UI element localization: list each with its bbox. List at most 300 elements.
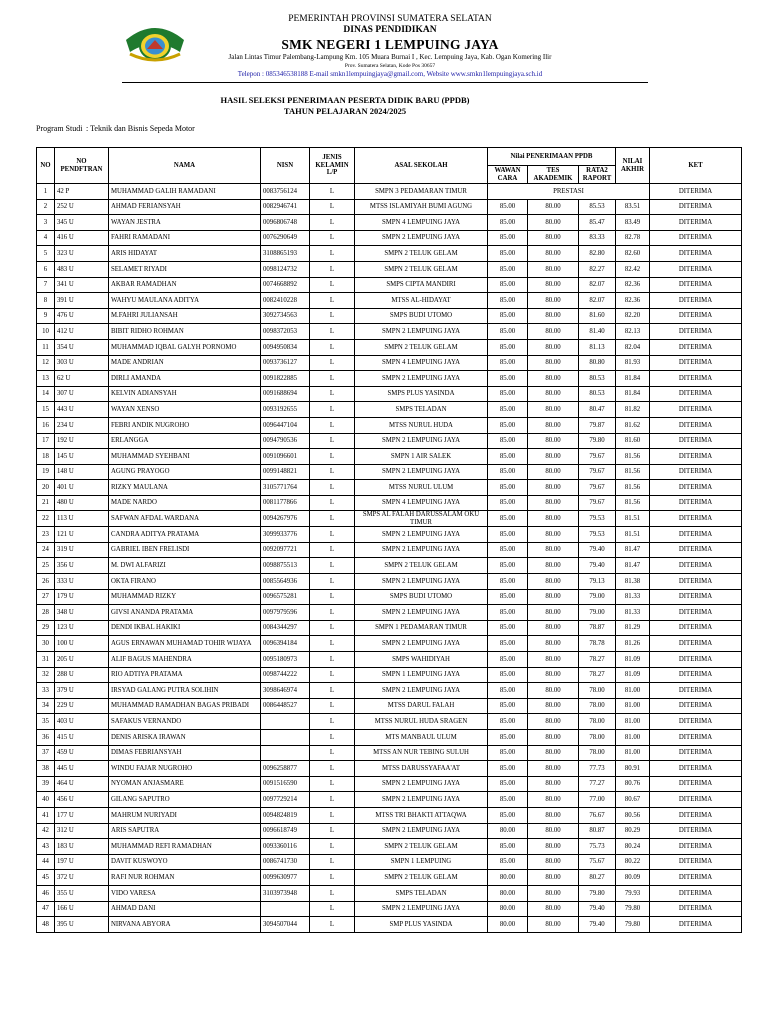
cell-origin-school: SMPS CIPTA MANDIRI: [355, 277, 488, 293]
cell-registration: 183 U: [55, 839, 109, 855]
cell-interview: 85.00: [488, 667, 528, 683]
cell-report-average: 78.00: [579, 745, 616, 761]
cell-nisn: 0091516590: [261, 776, 310, 792]
cell-origin-school: SMPS BUDI UTOMO: [355, 589, 488, 605]
cell-gender: L: [310, 854, 355, 870]
cell-registration: 252 U: [55, 199, 109, 215]
cell-no: 10: [37, 324, 55, 340]
cell-no: 42: [37, 823, 55, 839]
cell-nisn: 0098124732: [261, 261, 310, 277]
cell-report-average: 78.27: [579, 652, 616, 668]
cell-registration: 416 U: [55, 230, 109, 246]
cell-nisn: 0098744222: [261, 667, 310, 683]
table-row: [37, 807, 742, 823]
cell-nisn: 0096258877: [261, 761, 310, 777]
cell-gender: L: [310, 885, 355, 901]
col-header-nisn: NISN: [261, 148, 310, 184]
cell-academic-test: 80.00: [528, 901, 579, 917]
cell-academic-test: 80.00: [528, 215, 579, 231]
cell-academic-test: 80.00: [528, 870, 579, 886]
cell-academic-test: 80.00: [528, 574, 579, 590]
cell-origin-school: SMPN 1 LEMPUING JAYA: [355, 667, 488, 683]
cell-origin-school: SMPN 2 TELUK GELAM: [355, 246, 488, 262]
cell-remark: DITERIMA: [650, 480, 742, 496]
cell-name: ARIS SAPUTRA: [109, 823, 261, 839]
cell-report-average: 79.67: [579, 464, 616, 480]
cell-name: AHMAD FERIANSYAH: [109, 199, 261, 215]
cell-no: 29: [37, 620, 55, 636]
government-line: PEMERINTAH PROVINSI SUMATERA SELATAN: [288, 14, 492, 24]
school-province: Prov. Sumatera Selatan, Kode Pos 30657: [344, 63, 436, 69]
cell-nisn: 3108865193: [261, 246, 310, 262]
cell-name: RAFI NUR ROHMAN: [109, 870, 261, 886]
cell-no: 39: [37, 776, 55, 792]
cell-origin-school: SMPS AL FALAH DARUSSALAM OKU TIMUR: [355, 511, 488, 527]
cell-remark: DITERIMA: [650, 293, 742, 309]
cell-origin-school: SMPN 2 LEMPUING JAYA: [355, 605, 488, 621]
cell-gender: L: [310, 542, 355, 558]
cell-remark: DITERIMA: [650, 230, 742, 246]
table-row: [37, 371, 742, 387]
cell-gender: L: [310, 652, 355, 668]
cell-final-score: 81.93: [616, 355, 650, 371]
table-row: [37, 776, 742, 792]
cell-registration: 415 U: [55, 730, 109, 746]
cell-origin-school: SMPN 2 LEMPUING JAYA: [355, 433, 488, 449]
cell-gender: L: [310, 339, 355, 355]
cell-nisn: 0076290649: [261, 230, 310, 246]
cell-academic-test: 80.00: [528, 246, 579, 262]
cell-final-score: 82.60: [616, 246, 650, 262]
cell-final-score: 81.33: [616, 589, 650, 605]
cell-registration: 456 U: [55, 792, 109, 808]
cell-registration: 303 U: [55, 355, 109, 371]
cell-gender: L: [310, 371, 355, 387]
cell-remark: DITERIMA: [650, 308, 742, 324]
col-header-score-group: Nilai PENERIMAAN PPDB: [488, 148, 616, 166]
table-row: [37, 698, 742, 714]
cell-gender: L: [310, 558, 355, 574]
cell-no: 44: [37, 854, 55, 870]
table-row: [37, 277, 742, 293]
cell-origin-school: SMPS WAHIDIYAH: [355, 652, 488, 668]
cell-name: MAHRUM NURIYADI: [109, 807, 261, 823]
cell-registration: 100 U: [55, 636, 109, 652]
cell-academic-test: 80.00: [528, 885, 579, 901]
cell-interview: 85.00: [488, 542, 528, 558]
table-row: [37, 730, 742, 746]
cell-origin-school: SMP PLUS YASINDA: [355, 917, 488, 933]
cell-origin-school: SMPN 2 LEMPUING JAYA: [355, 901, 488, 917]
cell-academic-test: 80.00: [528, 324, 579, 340]
cell-interview: 85.00: [488, 558, 528, 574]
cell-interview: 85.00: [488, 371, 528, 387]
cell-nisn: [261, 714, 310, 730]
cell-origin-school: SMPN 2 TELUK GELAM: [355, 558, 488, 574]
cell-name: WAYAN XENSO: [109, 402, 261, 418]
cell-academic-test: 80.00: [528, 293, 579, 309]
cell-remark: DITERIMA: [650, 854, 742, 870]
cell-remark: DITERIMA: [650, 714, 742, 730]
cell-gender: L: [310, 324, 355, 340]
cell-no: 18: [37, 449, 55, 465]
cell-interview: 85.00: [488, 386, 528, 402]
cell-report-average: 85.53: [579, 199, 616, 215]
cell-registration: 42 P: [55, 184, 109, 200]
cell-origin-school: SMPN 2 TELUK GELAM: [355, 839, 488, 855]
cell-registration: 354 U: [55, 339, 109, 355]
cell-final-score: 81.00: [616, 730, 650, 746]
cell-name: KELVIN ADIANSYAH: [109, 386, 261, 402]
cell-academic-test: 80.00: [528, 714, 579, 730]
cell-remark: DITERIMA: [650, 745, 742, 761]
cell-registration: 480 U: [55, 495, 109, 511]
cell-no: 6: [37, 261, 55, 277]
cell-gender: L: [310, 261, 355, 277]
cell-interview: 85.00: [488, 495, 528, 511]
cell-origin-school: SMPN 2 LEMPUING JAYA: [355, 527, 488, 543]
cell-nisn: 0091822885: [261, 371, 310, 387]
cell-registration: 323 U: [55, 246, 109, 262]
cell-report-average: 78.78: [579, 636, 616, 652]
cell-nisn: 0093192655: [261, 402, 310, 418]
cell-name: WAYAN JESTRA: [109, 215, 261, 231]
cell-academic-test: 80.00: [528, 698, 579, 714]
cell-report-average: 79.67: [579, 495, 616, 511]
cell-interview: 85.00: [488, 433, 528, 449]
cell-registration: 412 U: [55, 324, 109, 340]
cell-nisn: 0094790536: [261, 433, 310, 449]
cell-report-average: 79.00: [579, 589, 616, 605]
cell-final-score: 80.22: [616, 854, 650, 870]
cell-interview: 85.00: [488, 589, 528, 605]
cell-registration: 445 U: [55, 761, 109, 777]
cell-final-score: 81.26: [616, 636, 650, 652]
table-row: [37, 527, 742, 543]
cell-academic-test: 80.00: [528, 620, 579, 636]
cell-remark: DITERIMA: [650, 261, 742, 277]
cell-remark: DITERIMA: [650, 339, 742, 355]
table-row: [37, 558, 742, 574]
cell-no: 28: [37, 605, 55, 621]
cell-origin-school: MTSS AN NUR TEBING SULUH: [355, 745, 488, 761]
school-name: SMK NEGERI 1 LEMPUING JAYA: [281, 37, 499, 52]
table-row: [37, 433, 742, 449]
cell-origin-school: SMPN 2 TELUK GELAM: [355, 870, 488, 886]
cell-no: 40: [37, 792, 55, 808]
cell-gender: L: [310, 901, 355, 917]
cell-name: OKTA FIRANO: [109, 574, 261, 590]
cell-report-average: 80.53: [579, 371, 616, 387]
cell-final-score: 81.09: [616, 652, 650, 668]
cell-academic-test: 80.00: [528, 355, 579, 371]
col-header-name: NAMA: [109, 148, 261, 184]
cell-no: 41: [37, 807, 55, 823]
cell-registration: 113 U: [55, 511, 109, 527]
cell-final-score: 79.93: [616, 885, 650, 901]
cell-interview: 85.00: [488, 527, 528, 543]
cell-remark: DITERIMA: [650, 917, 742, 933]
cell-name: BIBIT RIDHO ROHMAN: [109, 324, 261, 340]
cell-remark: DITERIMA: [650, 215, 742, 231]
cell-academic-test: 80.00: [528, 261, 579, 277]
cell-gender: L: [310, 807, 355, 823]
cell-final-score: 80.29: [616, 823, 650, 839]
col-header-registration: NO PENDFTRAN: [55, 148, 109, 184]
table-row: [37, 355, 742, 371]
cell-report-average: 80.87: [579, 823, 616, 839]
cell-academic-test: 80.00: [528, 371, 579, 387]
cell-origin-school: SMPN 4 LEMPUING JAYA: [355, 495, 488, 511]
cell-academic-test: 80.00: [528, 730, 579, 746]
table-row: [37, 215, 742, 231]
cell-no: 36: [37, 730, 55, 746]
cell-remark: DITERIMA: [650, 495, 742, 511]
cell-interview: 85.00: [488, 511, 528, 527]
cell-no: 45: [37, 870, 55, 886]
cell-report-average: 79.53: [579, 527, 616, 543]
table-row: [37, 386, 742, 402]
cell-remark: DITERIMA: [650, 386, 742, 402]
cell-registration: 205 U: [55, 652, 109, 668]
cell-report-average: 78.00: [579, 730, 616, 746]
cell-interview: 85.00: [488, 698, 528, 714]
cell-final-score: 80.76: [616, 776, 650, 792]
cell-academic-test: 80.00: [528, 402, 579, 418]
letterhead-text: [190, 14, 590, 79]
cell-gender: L: [310, 839, 355, 855]
cell-name: GIVSI ANANDA PRATAMA: [109, 605, 261, 621]
cell-report-average: 79.40: [579, 542, 616, 558]
cell-interview: 85.00: [488, 355, 528, 371]
letterhead: [0, 0, 768, 86]
cell-gender: L: [310, 605, 355, 621]
cell-nisn: 3092734563: [261, 308, 310, 324]
cell-nisn: 0099148821: [261, 464, 310, 480]
cell-remark: DITERIMA: [650, 433, 742, 449]
cell-final-score: 81.00: [616, 683, 650, 699]
cell-interview: 85.00: [488, 745, 528, 761]
col-header-interview: WAWAN CARA: [488, 166, 528, 184]
cell-academic-test: 80.00: [528, 433, 579, 449]
table-row: [37, 636, 742, 652]
cell-academic-test: 80.00: [528, 823, 579, 839]
cell-registration: 145 U: [55, 449, 109, 465]
table-row: [37, 308, 742, 324]
cell-name: NIRVANA ABYORA: [109, 917, 261, 933]
cell-remark: DITERIMA: [650, 901, 742, 917]
cell-origin-school: SMPN 2 LEMPUING JAYA: [355, 574, 488, 590]
cell-no: 37: [37, 745, 55, 761]
cell-registration: 345 U: [55, 215, 109, 231]
cell-name: IRSYAD GALANG PUTRA SOLIHIN: [109, 683, 261, 699]
cell-remark: DITERIMA: [650, 683, 742, 699]
col-header-final-score: NILAI AKHIR: [616, 148, 650, 184]
cell-gender: L: [310, 246, 355, 262]
cell-interview: 80.00: [488, 901, 528, 917]
results-table-body: [37, 184, 742, 933]
cell-nisn: 0093736127: [261, 355, 310, 371]
cell-academic-test: 80.00: [528, 558, 579, 574]
cell-no: 25: [37, 558, 55, 574]
cell-interview: 85.00: [488, 230, 528, 246]
cell-name: RIO ADTIYA PRATAMA: [109, 667, 261, 683]
cell-remark: DITERIMA: [650, 698, 742, 714]
cell-report-average: 79.00: [579, 605, 616, 621]
cell-no: 11: [37, 339, 55, 355]
cell-name: SAFWAN AFDAL WARDANA: [109, 511, 261, 527]
cell-name: DIMAS FEBRIANSYAH: [109, 745, 261, 761]
cell-gender: L: [310, 823, 355, 839]
cell-final-score: 81.51: [616, 511, 650, 527]
results-table: [36, 147, 742, 933]
cell-remark: DITERIMA: [650, 511, 742, 527]
cell-nisn: 0095180973: [261, 652, 310, 668]
table-row: [37, 823, 742, 839]
cell-origin-school: MTSS DARUL FALAH: [355, 698, 488, 714]
cell-registration: 459 U: [55, 745, 109, 761]
cell-no: 13: [37, 371, 55, 387]
cell-final-score: 81.00: [616, 745, 650, 761]
cell-no: 12: [37, 355, 55, 371]
table-row: [37, 246, 742, 262]
cell-origin-school: SMPN 1 LEMPUING: [355, 854, 488, 870]
cell-academic-test: 80.00: [528, 339, 579, 355]
cell-interview: 85.00: [488, 730, 528, 746]
cell-final-score: 79.80: [616, 917, 650, 933]
cell-registration: 379 U: [55, 683, 109, 699]
cell-interview: 85.00: [488, 792, 528, 808]
cell-nisn: 0081177866: [261, 495, 310, 511]
cell-remark: DITERIMA: [650, 792, 742, 808]
cell-achievement: PRESTASI: [488, 184, 650, 200]
cell-name: SAFAKUS VERNANDO: [109, 714, 261, 730]
cell-report-average: 82.07: [579, 277, 616, 293]
cell-origin-school: MTSS ISLAMIYAH BUMI AGUNG: [355, 199, 488, 215]
cell-nisn: 3094507044: [261, 917, 310, 933]
cell-no: 15: [37, 402, 55, 418]
cell-name: GABRIEL IBEN FRELISDI: [109, 542, 261, 558]
cell-nisn: 0074668892: [261, 277, 310, 293]
table-row: [37, 839, 742, 855]
cell-report-average: 77.00: [579, 792, 616, 808]
cell-report-average: 79.67: [579, 480, 616, 496]
table-row: [37, 589, 742, 605]
cell-nisn: 3099933776: [261, 527, 310, 543]
cell-remark: DITERIMA: [650, 652, 742, 668]
cell-nisn: 0096447104: [261, 417, 310, 433]
cell-nisn: 0098875513: [261, 558, 310, 574]
cell-report-average: 82.80: [579, 246, 616, 262]
cell-academic-test: 80.00: [528, 464, 579, 480]
cell-academic-test: 80.00: [528, 917, 579, 933]
cell-origin-school: SMPS TELADAN: [355, 402, 488, 418]
cell-gender: L: [310, 277, 355, 293]
cell-gender: L: [310, 293, 355, 309]
cell-origin-school: MTSS TRI BHAKTI ATTAQWA: [355, 807, 488, 823]
cell-no: 4: [37, 230, 55, 246]
cell-nisn: [261, 745, 310, 761]
table-row: [37, 667, 742, 683]
table-row: [37, 745, 742, 761]
cell-no: 26: [37, 574, 55, 590]
cell-gender: L: [310, 230, 355, 246]
cell-registration: 148 U: [55, 464, 109, 480]
cell-final-score: 80.09: [616, 870, 650, 886]
cell-name: ALIF BAGUS MAHENDRA: [109, 652, 261, 668]
cell-interview: 85.00: [488, 807, 528, 823]
cell-nisn: 0083756124: [261, 184, 310, 200]
cell-name: MADE NARDO: [109, 495, 261, 511]
cell-no: 33: [37, 683, 55, 699]
cell-name: WAHYU MAULANA ADITYA: [109, 293, 261, 309]
cell-interview: 85.00: [488, 605, 528, 621]
cell-academic-test: 80.00: [528, 776, 579, 792]
cell-interview: 85.00: [488, 199, 528, 215]
cell-final-score: 81.56: [616, 495, 650, 511]
cell-nisn: 0082410228: [261, 293, 310, 309]
cell-remark: DITERIMA: [650, 870, 742, 886]
cell-remark: DITERIMA: [650, 464, 742, 480]
cell-gender: L: [310, 714, 355, 730]
document-subtitle: TAHUN PELAJARAN 2024/2025: [283, 106, 407, 116]
cell-name: MUHAMMAD RAMADHAN BAGAS PRIBADI: [109, 698, 261, 714]
cell-name: FEBRI ANDIK NUGROHO: [109, 417, 261, 433]
cell-final-score: 79.80: [616, 901, 650, 917]
cell-registration: 166 U: [55, 901, 109, 917]
cell-report-average: 79.53: [579, 511, 616, 527]
cell-gender: L: [310, 495, 355, 511]
table-row: [37, 230, 742, 246]
cell-gender: L: [310, 527, 355, 543]
cell-academic-test: 80.00: [528, 636, 579, 652]
cell-gender: L: [310, 402, 355, 418]
cell-report-average: 81.60: [579, 308, 616, 324]
cell-academic-test: 80.00: [528, 511, 579, 527]
cell-origin-school: MTSS NURUL HUDA: [355, 417, 488, 433]
cell-registration: 401 U: [55, 480, 109, 496]
cell-report-average: 78.27: [579, 667, 616, 683]
cell-remark: DITERIMA: [650, 449, 742, 465]
cell-nisn: 0096394184: [261, 636, 310, 652]
cell-nisn: 0096618749: [261, 823, 310, 839]
table-row: [37, 917, 742, 933]
cell-registration: 356 U: [55, 558, 109, 574]
col-header-remark: KET: [650, 148, 742, 184]
cell-registration: 192 U: [55, 433, 109, 449]
cell-origin-school: SMPN 4 LEMPUING JAYA: [355, 355, 488, 371]
cell-name: AKBAR RAMADHAN: [109, 277, 261, 293]
col-header-gender: JENIS KELAMIN L/P: [310, 148, 355, 184]
cell-no: 24: [37, 542, 55, 558]
cell-report-average: 75.73: [579, 839, 616, 855]
table-row: [37, 511, 742, 527]
cell-name: MUHAMMAD REFI RAMADHAN: [109, 839, 261, 855]
cell-gender: L: [310, 917, 355, 933]
cell-remark: DITERIMA: [650, 199, 742, 215]
cell-origin-school: SMPS TELADAN: [355, 885, 488, 901]
cell-no: 9: [37, 308, 55, 324]
cell-registration: 62 U: [55, 371, 109, 387]
cell-final-score: 81.00: [616, 714, 650, 730]
table-row: [37, 574, 742, 590]
cell-interview: 85.00: [488, 574, 528, 590]
col-header-academic-test: TES AKADEMIK: [528, 166, 579, 184]
cell-origin-school: SMPN 4 LEMPUING JAYA: [355, 215, 488, 231]
cell-remark: DITERIMA: [650, 667, 742, 683]
cell-gender: L: [310, 745, 355, 761]
cell-gender: L: [310, 667, 355, 683]
